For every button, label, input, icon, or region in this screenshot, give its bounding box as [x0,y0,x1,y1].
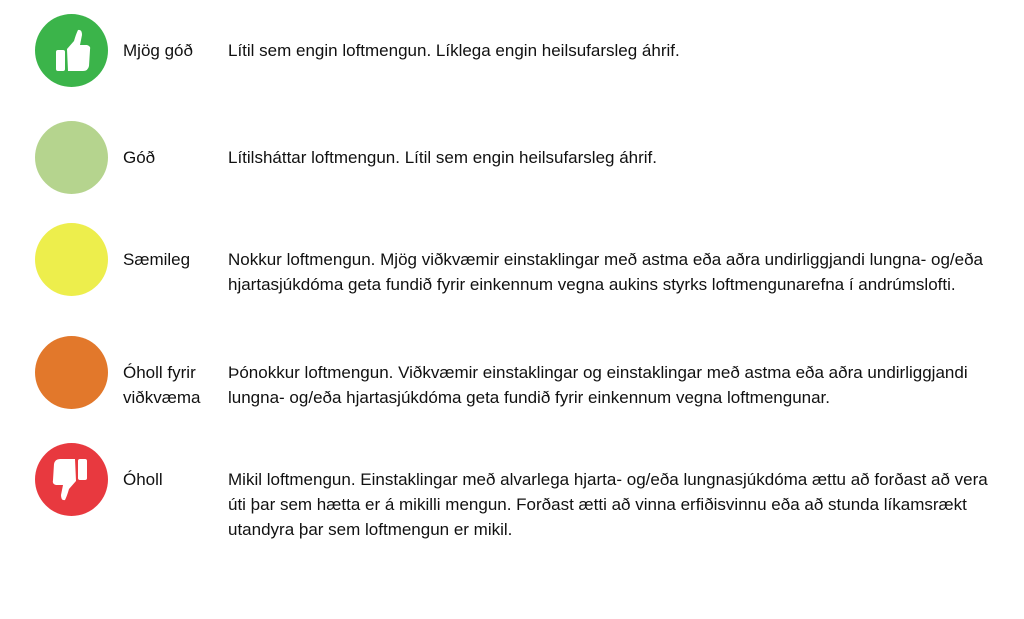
level-indicator-moderate [35,223,108,296]
level-description: Mikil loftmengun. Einstaklingar með alvarlega hjarta- og/eða lungnasjúkdóma ættu að forðast að vera úti þar sem hætta er á mikilli mengun. Forðast ætti að vinna erfiðisvinnu eða að stunda líkamsrækt utandyra þar sem loftmengun er mikil. [228,470,988,539]
level-indicator-good [35,121,108,194]
level-label: Mjög góð [123,41,193,60]
level-indicator-unhealthy-sensitive [35,336,108,409]
level-label: Sæmileg [123,250,191,269]
thumbs-up-icon [35,14,108,87]
level-label: Góð [123,148,156,167]
level-label: Óholl fyrir viðkvæma [123,363,201,407]
level-description: Nokkur loftmengun. Mjög viðkvæmir einstaklingar með astma eða aðra undirliggjandi lungna- og/eða hjartasjúkdóma geta fundið fyrir einkennum vegna aukins styrks loftmengunarefna í andrúmslofti. [228,250,984,294]
thumbs-down-icon [35,443,108,516]
level-description: Lítilsháttar loftmengun. Lítil sem engin heilsufarsleg áhrif. [228,148,658,167]
level-description: Lítil sem engin loftmengun. Líklega engin heilsufarsleg áhrif. [228,41,680,60]
level-description: Þónokkur loftmengun. Viðkvæmir einstaklingar og einstaklingar með astma eða aðra undirliggjandi lungna- og/eða hjartasjúkdóma geta fundið fyrir einkennum vegna loftmengunar. [228,363,968,407]
level-indicator-very-good [35,14,108,87]
level-label: Óholl [123,470,163,489]
level-indicator-unhealthy [35,443,108,516]
